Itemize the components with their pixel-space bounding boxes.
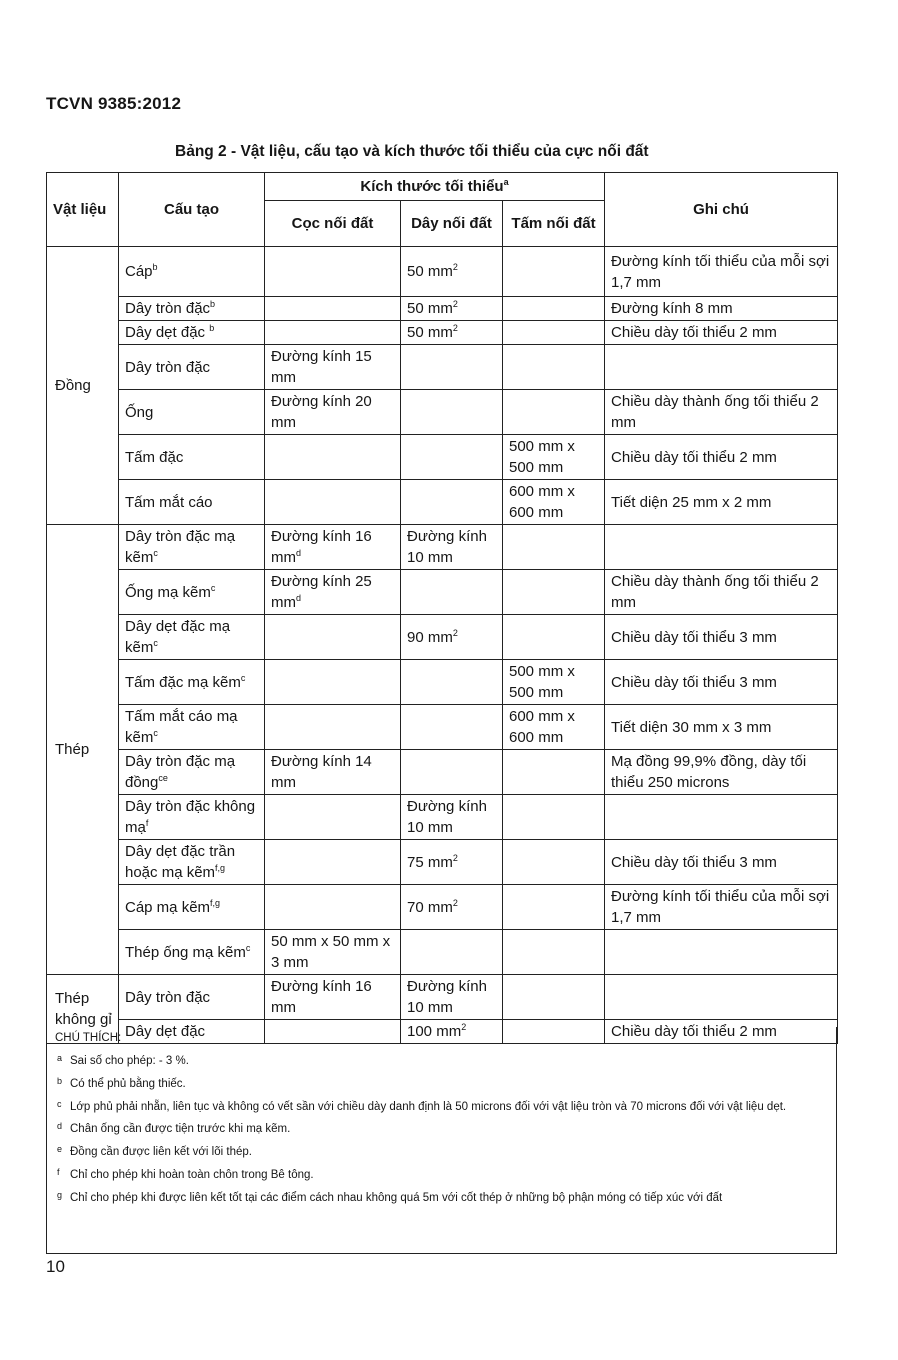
structure-cell: Dây tròn đặc: [119, 345, 265, 390]
header-min-size: Kích thước tối thiểu$^a$: [265, 173, 605, 201]
note-cell: [605, 975, 838, 1020]
plate-cell: [503, 615, 605, 660]
wire-cell: [401, 705, 503, 750]
structure-cell: Tấm mắt cáo: [119, 480, 265, 525]
structure-cell: Tấm đặc mạ kẽm$^c$: [119, 660, 265, 705]
plate-cell: [503, 345, 605, 390]
material-cell: Đồng: [47, 247, 119, 525]
note-item: [47, 1050, 836, 1073]
plate-cell: [503, 885, 605, 930]
wire-cell: 90 $mm^2$: [401, 615, 503, 660]
structure-cell: Dây dẹt đặc trần hoặc mạ kẽm$^{f,g}$: [119, 840, 265, 885]
note-cell: Chiều dày thành ống tối thiểu 2 mm: [605, 390, 838, 435]
note-cell: Đường kính 8 mm: [605, 297, 838, 321]
page-number: 10: [46, 1257, 65, 1276]
wire-cell: Đường kính 10 mm: [401, 975, 503, 1020]
table-row: [47, 840, 838, 885]
table-body: [47, 247, 838, 1044]
note-text: Lớp phủ phải nhẵn, liên tục và không có vết sần với chiều dày danh định là 50 microns đối với vật liệu tròn và 70 microns đối với vật liệu dẹt.: [70, 1101, 787, 1113]
table-row: [47, 247, 838, 297]
plate-cell: [503, 750, 605, 795]
document-code: TCVN 9385:2012: [46, 94, 182, 113]
table-row: [47, 390, 838, 435]
note-cell: [605, 345, 838, 390]
note-cell: [605, 930, 838, 975]
rod-cell: [265, 297, 401, 321]
note-cell: [605, 525, 838, 570]
structure-cell: Dây tròn đặc: [119, 975, 265, 1020]
structure-cell: Dây dẹt đặc mạ kẽm$^c$: [119, 615, 265, 660]
table-row: [47, 297, 838, 321]
wire-cell: [401, 570, 503, 615]
rod-cell: [265, 840, 401, 885]
wire-cell: 75 $mm^2$: [401, 840, 503, 885]
note-item: [47, 1187, 836, 1209]
note-cell: Chiều dày tối thiểu 2 mm: [605, 321, 838, 345]
rod-cell: [265, 795, 401, 840]
rod-cell: [265, 247, 401, 297]
table-row: [47, 885, 838, 930]
note-mark: g: [57, 1190, 63, 1200]
note-cell: Chiều dày tối thiểu 3 mm: [605, 615, 838, 660]
rod-cell: [265, 480, 401, 525]
structure-cell: Dây dẹt đặc $^b$: [119, 321, 265, 345]
structure-cell: Ống: [119, 390, 265, 435]
note-text: Chỉ cho phép khi hoàn toàn chôn trong Bê tông.: [70, 1169, 314, 1181]
note-text: Chân ống cần được tiện trước khi mạ kẽm.: [70, 1123, 291, 1135]
rod-cell: [265, 435, 401, 480]
wire-cell: Đường kính 10 mm: [401, 525, 503, 570]
note-cell: Chiều dày thành ống tối thiểu 2 mm: [605, 570, 838, 615]
notes-box: [46, 1027, 837, 1254]
rod-cell: Đường kính 15 mm: [265, 345, 401, 390]
table-row: [47, 480, 838, 525]
plate-cell: 600 mm x 600 mm: [503, 705, 605, 750]
table-row: [47, 795, 838, 840]
table-row: [47, 750, 838, 795]
note-cell: Chiều dày tối thiểu 3 mm: [605, 840, 838, 885]
structure-cell: Ống mạ kẽm$^c$: [119, 570, 265, 615]
plate-cell: [503, 321, 605, 345]
header-structure: Cấu tạo: [119, 173, 265, 247]
rod-cell: Đường kính 20 mm: [265, 390, 401, 435]
plate-cell: 500 mm x 500 mm: [503, 660, 605, 705]
structure-cell: Dây dẹt đặc: [119, 1020, 265, 1044]
wire-cell: [401, 660, 503, 705]
wire-cell: [401, 390, 503, 435]
table-title: Bảng 2 - Vật liệu, cấu tạo và kích thước tối thiểu của cực nối đất: [175, 143, 649, 160]
header-material: Vật liệu: [47, 173, 119, 247]
table-row: [47, 975, 838, 1020]
note-text: Chỉ cho phép khi được liên kết tốt tại các điểm cách nhau không quá 5m với cốt thép ở những bộ phận móng có tiếp xúc với đất: [70, 1192, 723, 1204]
plate-cell: [503, 390, 605, 435]
note-item: [47, 1118, 836, 1141]
note-mark: f: [57, 1167, 60, 1177]
note-cell: Chiều dày tối thiểu 3 mm: [605, 660, 838, 705]
materials-table: [46, 172, 838, 1044]
structure-cell: Dây tròn đặc$^b$: [119, 297, 265, 321]
plate-cell: [503, 297, 605, 321]
note-text: Đồng cần được liên kết với lõi thép.: [70, 1146, 252, 1158]
wire-cell: [401, 750, 503, 795]
notes-heading: CHÚ THÍCH:: [55, 1032, 122, 1044]
plate-cell: [503, 570, 605, 615]
structure-cell: Tấm mắt cáo mạ kẽm$^c$: [119, 705, 265, 750]
table-row: [47, 321, 838, 345]
wire-cell: [401, 930, 503, 975]
note-item: [47, 1164, 836, 1187]
table-row: [47, 615, 838, 660]
table-row: [47, 930, 838, 975]
structure-cell: Cáp$^b$: [119, 247, 265, 297]
rod-cell: [265, 885, 401, 930]
note-item: [47, 1096, 836, 1118]
rod-cell: [265, 321, 401, 345]
table-row: [47, 435, 838, 480]
rod-cell: Đường kính 14 mm: [265, 750, 401, 795]
rod-cell: [265, 705, 401, 750]
note-cell: Chiều dày tối thiểu 2 mm: [605, 1020, 838, 1044]
notes-list: [47, 1050, 836, 1209]
plate-cell: 500 mm x 500 mm: [503, 435, 605, 480]
note-text: Có thể phủ bằng thiếc.: [70, 1078, 186, 1090]
header-row-1: [47, 173, 838, 201]
table-row: [47, 705, 838, 750]
material-cell: Thép không gỉ: [47, 975, 119, 1044]
header-rod: Cọc nối đất: [265, 201, 401, 247]
wire-cell: 50 $mm^2$: [401, 247, 503, 297]
rod-cell: [265, 660, 401, 705]
plate-cell: [503, 975, 605, 1020]
note-mark: d: [57, 1121, 63, 1131]
table-row: [47, 570, 838, 615]
plate-cell: [503, 247, 605, 297]
note-item: [47, 1141, 836, 1164]
structure-cell: Dây tròn đặc mạ đồng$^{ce}$: [119, 750, 265, 795]
table-row: [47, 345, 838, 390]
note-cell: Tiết diện 25 mm x 2 mm: [605, 480, 838, 525]
note-mark: e: [57, 1144, 63, 1154]
wire-cell: 100 $mm^2$: [401, 1020, 503, 1044]
note-mark: c: [57, 1099, 62, 1109]
note-mark: a: [57, 1053, 63, 1063]
structure-cell: Dây tròn đặc mạ kẽm$^c$: [119, 525, 265, 570]
wire-cell: 50 $mm^2$: [401, 321, 503, 345]
structure-cell: Tấm đặc: [119, 435, 265, 480]
note-cell: Tiết diện 30 mm x 3 mm: [605, 705, 838, 750]
rod-cell: Đường kính 16 $mm^d$: [265, 525, 401, 570]
wire-cell: 50 $mm^2$: [401, 297, 503, 321]
wire-cell: [401, 435, 503, 480]
header-wire: Dây nối đất: [401, 201, 503, 247]
note-cell: Đường kính tối thiểu của mỗi sợi 1,7 mm: [605, 247, 838, 297]
note-cell: Đường kính tối thiểu của mỗi sợi 1,7 mm: [605, 885, 838, 930]
plate-cell: [503, 930, 605, 975]
wire-cell: [401, 345, 503, 390]
plate-cell: [503, 795, 605, 840]
wire-cell: 70 $mm^2$: [401, 885, 503, 930]
note-cell: Chiều dày tối thiểu 2 mm: [605, 435, 838, 480]
structure-cell: Dây tròn đặc không mạ$^f$: [119, 795, 265, 840]
wire-cell: [401, 480, 503, 525]
rod-cell: Đường kính 25 $mm^d$: [265, 570, 401, 615]
structure-cell: Cáp mạ kẽm$^{f,g}$: [119, 885, 265, 930]
note-mark: b: [57, 1076, 63, 1086]
table-row: [47, 660, 838, 705]
material-cell: Thép: [47, 525, 119, 975]
note-item: [47, 1073, 836, 1096]
rod-cell: 50 mm x 50 mm x 3 mm: [265, 930, 401, 975]
note-cell: Mạ đồng 99,9% đồng, dày tối thiểu 250 microns: [605, 750, 838, 795]
wire-cell: Đường kính 10 mm: [401, 795, 503, 840]
header-plate: Tấm nối đất: [503, 201, 605, 247]
table-row: [47, 525, 838, 570]
note-cell: [605, 795, 838, 840]
plate-cell: 600 mm x 600 mm: [503, 480, 605, 525]
note-text: Sai số cho phép: - 3 %.: [70, 1055, 189, 1067]
rod-cell: [265, 615, 401, 660]
header-note: Ghi chú: [605, 173, 838, 247]
structure-cell: Thép ống mạ kẽm$^c$: [119, 930, 265, 975]
plate-cell: [503, 840, 605, 885]
plate-cell: [503, 525, 605, 570]
rod-cell: Đường kính 16 mm: [265, 975, 401, 1020]
